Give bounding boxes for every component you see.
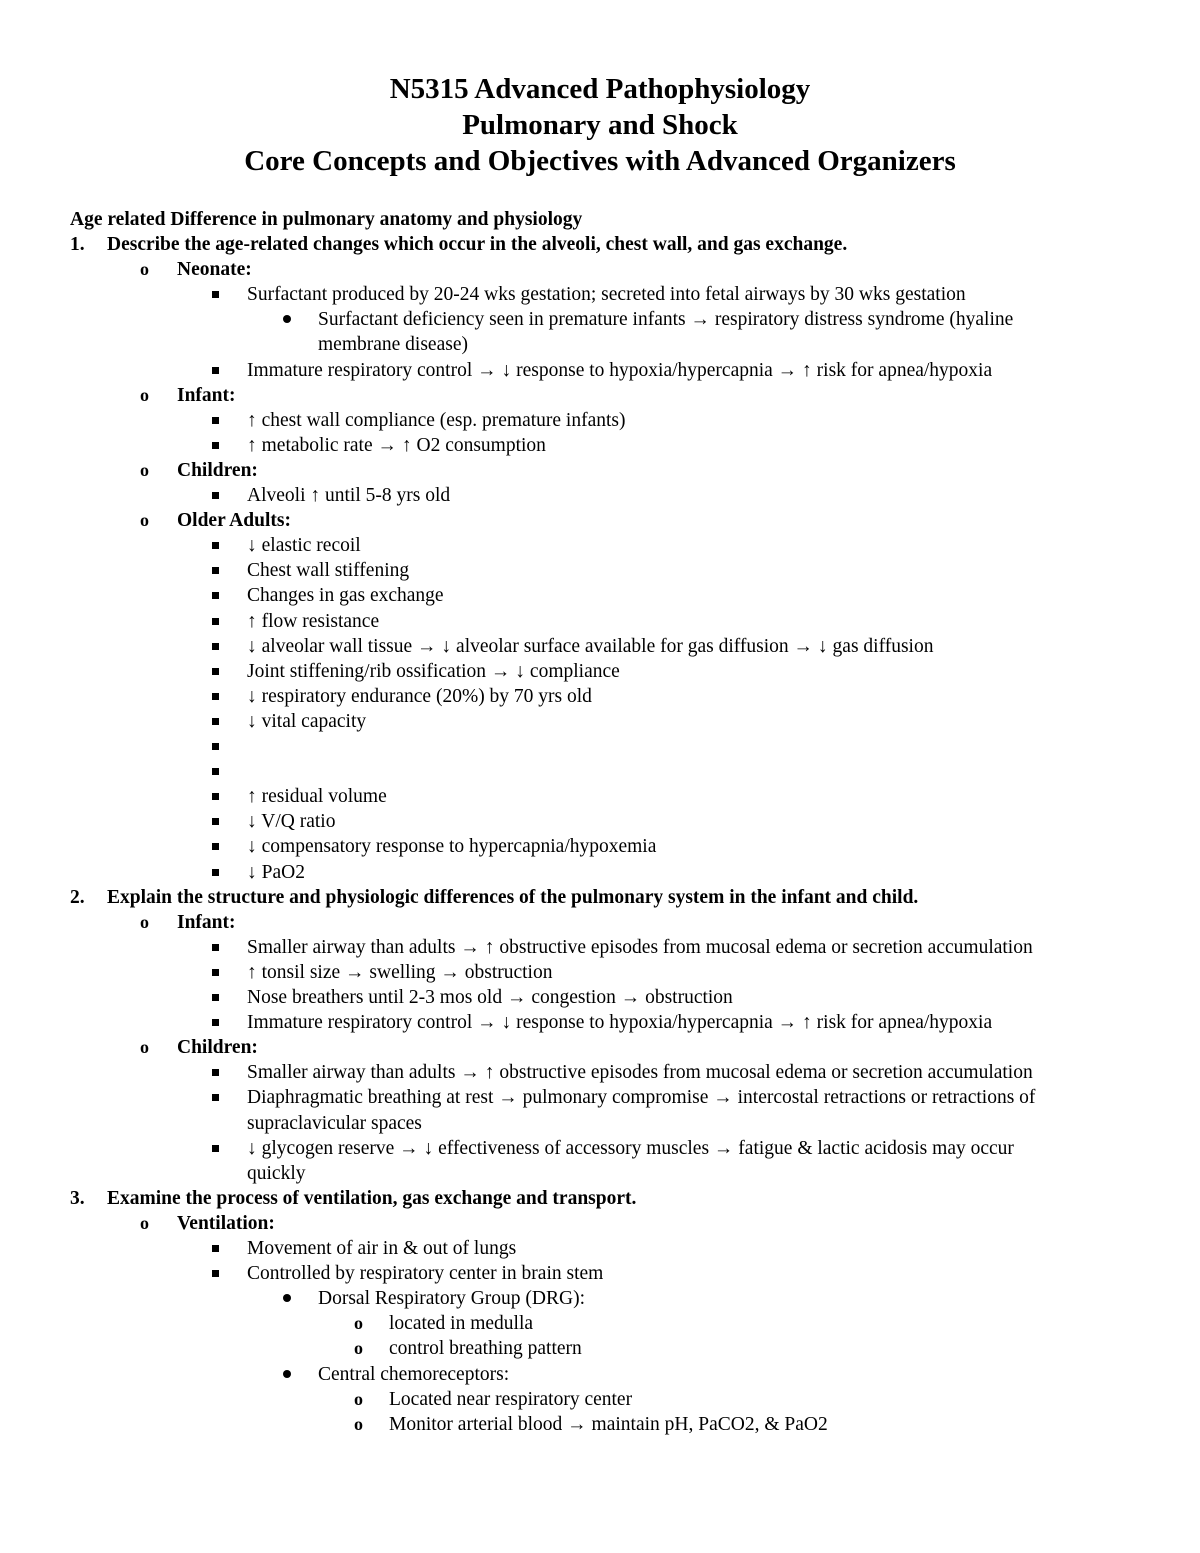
list-item	[0, 985, 1200, 1010]
list-item	[0, 1261, 1200, 1286]
item-text: ↑ metabolic rate → ↑ O2 consumption	[247, 434, 546, 456]
item-text: Diaphragmatic breathing at rest → pulmonary compromise → intercostal retractions or retractions of	[247, 1087, 1036, 1109]
list-item	[0, 960, 1200, 985]
item-text: Surfactant deficiency seen in premature infants → respiratory distress syndrome (hyaline	[318, 309, 1014, 331]
item-text: Describe the age-related changes which occur in the alveoli, chest wall, and gas exchange.	[107, 234, 848, 255]
square-bullet-icon	[212, 1019, 219, 1026]
title-line-1: N5315 Advanced Pathophysiology	[389, 73, 811, 105]
list-item	[0, 684, 1200, 709]
objective-number: 1.	[70, 234, 85, 255]
item-text: ↓ glycogen reserve → ↓ effectiveness of accessory muscles → fatigue & lactic acidosis may occur	[247, 1137, 1014, 1159]
square-bullet-icon	[212, 592, 219, 599]
item-text: Central chemoreceptors:	[318, 1363, 510, 1385]
square-bullet-icon	[212, 994, 219, 1001]
square-bullet-icon	[212, 743, 219, 750]
section-heading: Age related Difference in pulmonary anatomy and physiology	[70, 209, 583, 230]
list-item	[0, 383, 1200, 408]
circle-bullet-icon: o	[354, 1388, 363, 1409]
list-item	[0, 809, 1200, 834]
list-item	[0, 508, 1200, 533]
item-text: Immature respiratory control → ↓ response to hypoxia/hypercapnia → ↑ risk for apnea/hypoxia	[247, 359, 993, 381]
item-text: Chest wall stiffening	[247, 560, 410, 582]
square-bullet-icon	[212, 668, 219, 675]
square-bullet-icon	[212, 567, 219, 574]
list-item	[0, 1060, 1200, 1085]
list-item	[0, 533, 1200, 558]
item-text: quickly	[247, 1162, 306, 1184]
list-item	[0, 609, 1200, 634]
item-text: ↑ flow resistance	[247, 610, 380, 632]
item-text: Children:	[177, 459, 258, 481]
list-item	[0, 483, 1200, 508]
list-item	[0, 1035, 1200, 1060]
item-text: ↑ tonsil size → swelling → obstruction	[247, 961, 553, 983]
list-item	[0, 634, 1200, 659]
list-item	[0, 860, 1200, 885]
list-item	[0, 1111, 1200, 1136]
square-bullet-icon	[212, 1145, 219, 1152]
item-text: Older Adults:	[177, 510, 291, 532]
circle-bullet-icon: o	[140, 459, 149, 480]
objective-number: 3.	[70, 1187, 85, 1209]
list-item	[0, 332, 1200, 357]
list-item	[0, 1161, 1200, 1186]
list-item	[0, 408, 1200, 433]
title-line-3: Core Concepts and Objectives with Advanced Organizers	[244, 145, 956, 177]
item-text: Dorsal Respiratory Group (DRG):	[318, 1288, 585, 1310]
list-item	[0, 358, 1200, 383]
item-text: Explain the structure and physiologic differences of the pulmonary system in the infant and child.	[107, 886, 919, 908]
item-text: membrane disease)	[318, 334, 468, 356]
objective-item	[0, 885, 1200, 910]
item-text: Monitor arterial blood → maintain pH, PaCO2, & PaO2	[389, 1413, 828, 1435]
list-item	[0, 1286, 1200, 1311]
item-text: ↓ vital capacity	[247, 710, 367, 732]
item-text: Infant:	[177, 384, 236, 406]
list-item	[0, 1085, 1200, 1110]
item-text: Alveoli ↑ until 5-8 yrs old	[247, 485, 451, 506]
list-item	[0, 1336, 1200, 1361]
item-text: Located near respiratory center	[389, 1388, 633, 1410]
square-bullet-icon	[212, 843, 219, 850]
list-item	[0, 1362, 1200, 1387]
list-item	[0, 558, 1200, 583]
item-text: ↓ compensatory response to hypercapnia/hypoxemia	[247, 836, 657, 858]
item-text: ↓ alveolar wall tissue → ↓ alveolar surface available for gas diffusion → ↓ gas diffusion	[247, 635, 934, 657]
item-text: Changes in gas exchange	[247, 585, 444, 607]
list-item	[0, 282, 1200, 307]
list-item	[0, 433, 1200, 458]
item-text: Infant:	[177, 911, 236, 933]
square-bullet-icon	[212, 442, 219, 449]
list-item	[0, 583, 1200, 608]
list-item	[0, 257, 1200, 282]
item-text: ↑ residual volume	[247, 786, 387, 808]
item-text: ↓ respiratory endurance (20%) by 70 yrs old	[247, 685, 592, 707]
item-text: Joint stiffening/rib ossification → ↓ compliance	[247, 660, 620, 682]
square-bullet-icon	[212, 969, 219, 976]
square-bullet-icon	[212, 367, 219, 374]
list-item	[0, 935, 1200, 960]
item-text: Neonate:	[177, 259, 252, 281]
square-bullet-icon	[212, 1069, 219, 1076]
item-text: located in medulla	[389, 1313, 534, 1335]
list-item	[0, 910, 1200, 935]
list-item	[0, 834, 1200, 859]
square-bullet-icon	[212, 417, 219, 424]
square-bullet-icon	[212, 818, 219, 825]
list-item	[0, 1211, 1200, 1236]
square-bullet-icon	[212, 944, 219, 951]
title-line-2: Pulmonary and Shock	[462, 109, 738, 141]
square-bullet-icon	[212, 1094, 219, 1101]
square-bullet-icon	[212, 1245, 219, 1252]
circle-bullet-icon: o	[140, 1212, 149, 1233]
list-item	[0, 784, 1200, 809]
circle-bullet-icon: o	[354, 1338, 363, 1359]
list-item	[0, 1412, 1200, 1437]
item-text: ↓ V/Q ratio	[247, 811, 336, 833]
square-bullet-icon	[212, 768, 219, 775]
circle-bullet-icon: o	[140, 911, 149, 932]
list-item	[0, 734, 1200, 759]
dot-bullet-icon	[283, 315, 291, 323]
circle-bullet-icon: o	[140, 384, 149, 405]
list-item	[0, 759, 1200, 784]
objective-number: 2.	[70, 886, 85, 908]
item-text: ↓ elastic recoil	[247, 535, 361, 557]
dot-bullet-icon	[283, 1370, 291, 1378]
list-item	[0, 1236, 1200, 1261]
list-item	[0, 458, 1200, 483]
square-bullet-icon	[212, 793, 219, 800]
item-text: Nose breathers until 2-3 mos old → congestion → obstruction	[247, 987, 733, 1008]
square-bullet-icon	[212, 542, 219, 549]
dot-bullet-icon	[283, 1294, 291, 1302]
list-item	[0, 1010, 1200, 1035]
item-text: Children:	[177, 1037, 258, 1059]
item-text: Smaller airway than adults → ↑ obstructive episodes from mucosal edema or secretion accumulation	[247, 936, 1033, 958]
square-bullet-icon	[212, 693, 219, 700]
square-bullet-icon	[212, 718, 219, 725]
square-bullet-icon	[212, 291, 219, 298]
square-bullet-icon	[212, 492, 219, 499]
list-item	[0, 307, 1200, 332]
document-title	[0, 71, 1200, 179]
list-item	[0, 1311, 1200, 1336]
list-item	[0, 1136, 1200, 1161]
square-bullet-icon	[212, 618, 219, 625]
item-text: ↓ PaO2	[247, 861, 305, 883]
circle-bullet-icon: o	[354, 1313, 363, 1334]
objective-item	[0, 1186, 1200, 1211]
item-text: Surfactant produced by 20-24 wks gestation; secreted into fetal airways by 30 wks gestation	[247, 284, 966, 306]
circle-bullet-icon: o	[140, 1037, 149, 1058]
square-bullet-icon	[212, 869, 219, 876]
item-text: supraclavicular spaces	[247, 1112, 422, 1134]
circle-bullet-icon: o	[140, 510, 149, 531]
list-item	[0, 1387, 1200, 1412]
item-text: Ventilation:	[177, 1212, 275, 1234]
item-text: Controlled by respiratory center in brain stem	[247, 1263, 604, 1285]
square-bullet-icon	[212, 643, 219, 650]
item-text: ↑ chest wall compliance (esp. premature infants)	[247, 409, 626, 431]
list-item	[0, 659, 1200, 684]
objective-item	[0, 232, 1200, 257]
item-text: control breathing pattern	[389, 1338, 582, 1360]
circle-bullet-icon: o	[140, 259, 149, 280]
square-bullet-icon	[212, 1270, 219, 1277]
list-item	[0, 709, 1200, 734]
item-text: Movement of air in & out of lungs	[247, 1238, 517, 1259]
item-text: Examine the process of ventilation, gas exchange and transport.	[107, 1187, 637, 1209]
item-text: Immature respiratory control → ↓ response to hypoxia/hypercapnia → ↑ risk for apnea/hypoxia	[247, 1012, 993, 1034]
circle-bullet-icon: o	[354, 1413, 363, 1434]
item-text: Smaller airway than adults → ↑ obstructive episodes from mucosal edema or secretion accumulation	[247, 1062, 1033, 1084]
